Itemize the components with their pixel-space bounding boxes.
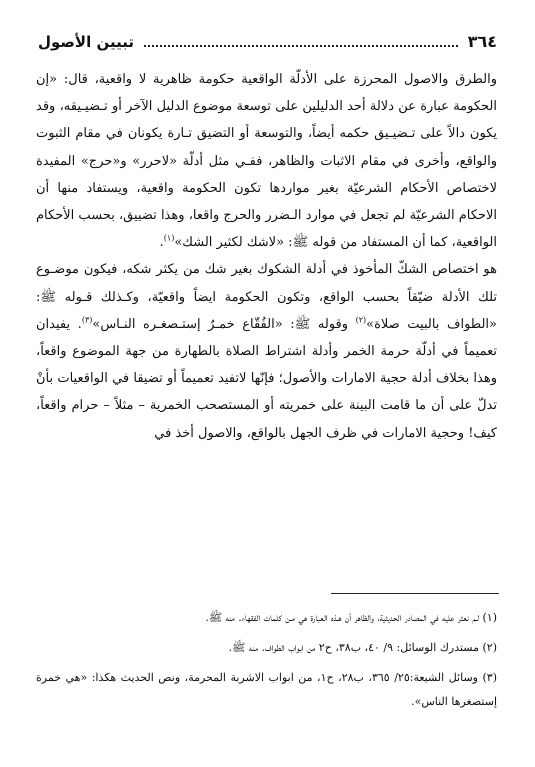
footnote: (١) لـم نعثر عليه في المصادر الحديثية، والظاهر أن هـذه العبارة هي مـن كلمات الفقهاء. منه ﷺ. [205, 611, 497, 624]
main-text [36, 66, 497, 447]
paragraph-text: . يفيدان تعميماً في أدلّة حرمة الخمر وأدلة اشتراط الصلاة بالطهارة من جهة الموضوع واقعاً، وهذا بخلاف أدلة حجية الامارات والأصول؛ فإنّها لاتفيد تعميماً أو تضيقا في الواقعيات بأنْ تدلّ على أن ما قامت البينة على خمريته أو المستصحب الخمرية – مثلاً – حرام واقعاً، كيف! وحجية الامارات في ظرف الجهل بالواقع، والاصول أخذ في [36, 316, 497, 441]
paragraph [36, 256, 497, 446]
footnote: (٣) وسائل الشيعة:٢٥/ ٣٦٥، ب٢٨، ح١، من ابواب الاشربة المحرمة، ونص الحديث هكذا: «هي خمرة إستصغرها الناس». [36, 671, 498, 708]
page-number: ٣٦٤ [467, 32, 497, 51]
running-header [38, 32, 497, 54]
footnote-ref: (٢) [355, 315, 367, 325]
footnote-separator [331, 593, 499, 594]
footnote: (٢) مستدرك الوسائل: ٩/ ٤٠، ب٣٨، ح٢ من ابواب الطواف. منه ﷺ. [228, 641, 497, 654]
paragraph-text: وقوله ﷺ: «الفُقّاع خمـرٌ إستـصغـره النـاس» [92, 316, 356, 332]
paragraph-text: هو اختصاص الشكّ المأخوذ في أدلة الشكوك بغير شك من يكثر شكه، فيكون موضـوع تلك الأدلة ضيّقاً بحسب الواقع، وتكون الحكومة ايضاً واقعيّة، وكـذلك قـوله ﷺ: «الطواف بالبيت صلاة» [36, 262, 497, 332]
header-dotted-leader [144, 35, 458, 47]
running-title: تبيين الأصول [38, 33, 134, 51]
footnote-ref: (٣) [81, 315, 93, 325]
footnotes [36, 606, 497, 720]
paragraph-text: والطرق والاصول المحرزة على الأدلّة الواقعية حكومة ظاهرية لا واقعية، قال: «إن الحكومة عبارة عن دلالة أحد الدليلين على توسعة موضوع الدليل الآخر أو تـضيـيقه، وقد يكون دالاً على تـضيـيق حكمه أيضاً، والتوسعة أو التضيق تـارة يكونان في مقام الثبوت والواقع، وأخرى في مقام الاثبات والظاهر، ففـي مثل أدلّة «لاحرر» و«حرج» المفيدة لاختصاص الأحكام الشرعيّة بغير مواردها تكون الحكومة واقعية، ويستفاد منها أن الاحكام الشرعيّة لم تجعل في موارد الـضرر والحرج واقعا، وهذا تضييق، بحسب الأحكام الواقعية، كما أن المستفاد من قوله ﷺ: «لاشك لكثير الشك» [36, 72, 497, 251]
footnote-ref: (١) [163, 233, 175, 243]
paragraph: والطرق والاصول المحرزة على الأدلّة الواقعية حكومة ظاهرية لا واقعية، قال: «إن الحكومة عبارة عن دلالة أحد الدليلين على توسعة موضوع الدليل الآخر أو تـضيـيقه، وقد يكون دالاً على تـضيـيق حكمه أيضاً، والتوسعة أو التضيق تـارة يكونان في مقام الثبوت والواقع، وأخرى في مقام الاثبات والظاهر، ففـي مثل أدلّة «لاحرر» و«حرج» المفيدة لاختصاص الأحكام الشرعيّة بغير مواردها تكون الحكومة واقعية، ويستفاد منها أن الاحكام الشرعيّة لم تجعل في موارد الـضرر والحرج واقعا، وهذا تضييق، بحسب الأحكام الواقعية، كما أن المستفاد من قوله ﷺ: «لاشك لكثير الشك»$^{(١)}$. [36, 72, 497, 251]
